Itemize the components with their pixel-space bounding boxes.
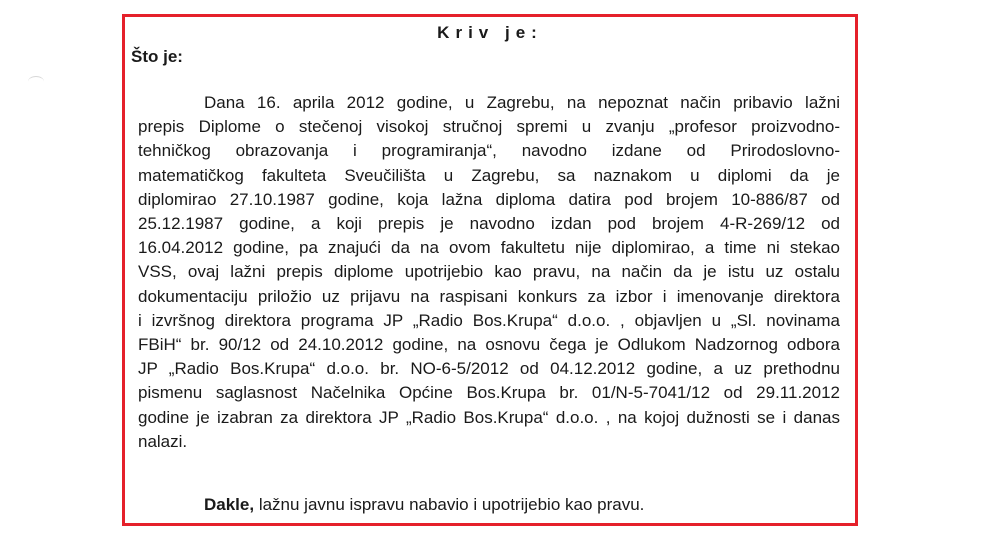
- highlight-frame: [122, 14, 858, 526]
- paragraph-line: dokumentaciju priložio uz prijavu na raspisani konkurs za izbor i imenovanje direktora: [138, 286, 840, 306]
- paragraph-line: 16.04.2012 godine, pa znajući da na ovom fakultetu nije diplomirao, a time ni stekao: [138, 238, 840, 258]
- paragraph-line: pismenu saglasnost Načelnika Općine Bos.Krupa br. 01/N-5-7041/12 od 29.11.2012: [138, 383, 840, 403]
- paragraph-line: VSS, ovaj lažni prepis diplome upotrijebio kao pravu, na način da je istu uz ostalu: [138, 262, 840, 282]
- paragraph-line: prepis Diplome o stečenoj visokoj stručnoj spremi u zvanju „profesor proizvodno-: [138, 117, 840, 137]
- verdict-heading: Kriv je:: [437, 23, 543, 42]
- paragraph-line: 25.12.1987 godine, a koji prepis je navodno izdan pod brojem 4-R-269/12 od: [138, 214, 840, 234]
- paragraph-line: godine je izabran za direktora JP „Radio Bos.Krupa“ d.o.o. , na kojoj dužnosti se i danas: [138, 407, 840, 427]
- paragraph-line: matematičkog fakulteta Sveučilišta u Zagrebu, sa naznakom u diplomi da je: [138, 165, 840, 185]
- paragraph-line: JP „Radio Bos.Krupa“ d.o.o. br. NO-6-5/2012 od 04.12.2012 godine, a uz prethodnu: [138, 359, 840, 379]
- conclusion-bold: Dakle,: [204, 495, 255, 514]
- charge-paragraph: [138, 91, 840, 454]
- paragraph-line: diplomirao 27.10.1987 godine, koja lažna diploma datira pod brojem 10-886/87 od: [138, 189, 840, 209]
- paragraph-line: i izvršnog direktora programa JP „Radio Bos.Krupa“ d.o.o. , objavljen u „Sl. novinama: [138, 310, 840, 330]
- section-subheading: Što je:: [131, 47, 183, 66]
- conclusion-text: lažnu javnu ispravu nabavio i upotrijebio kao pravu.: [254, 495, 645, 514]
- paragraph-line: tehničkog obrazovanja i programiranja“, navodno izdane od Prirodoslovno-: [138, 141, 840, 161]
- scan-mark: [28, 76, 44, 87]
- conclusion-sentence: [204, 495, 644, 515]
- paragraph-line: Dana 16. aprila 2012 godine, u Zagrebu, na nepoznat način pribavio lažni: [204, 93, 840, 112]
- paragraph-line: nalazi.: [138, 431, 188, 451]
- paragraph-line: FBiH“ br. 90/12 od 24.10.2012 godine, na osnovu čega je Odlukom Nadzornog odbora: [138, 335, 840, 355]
